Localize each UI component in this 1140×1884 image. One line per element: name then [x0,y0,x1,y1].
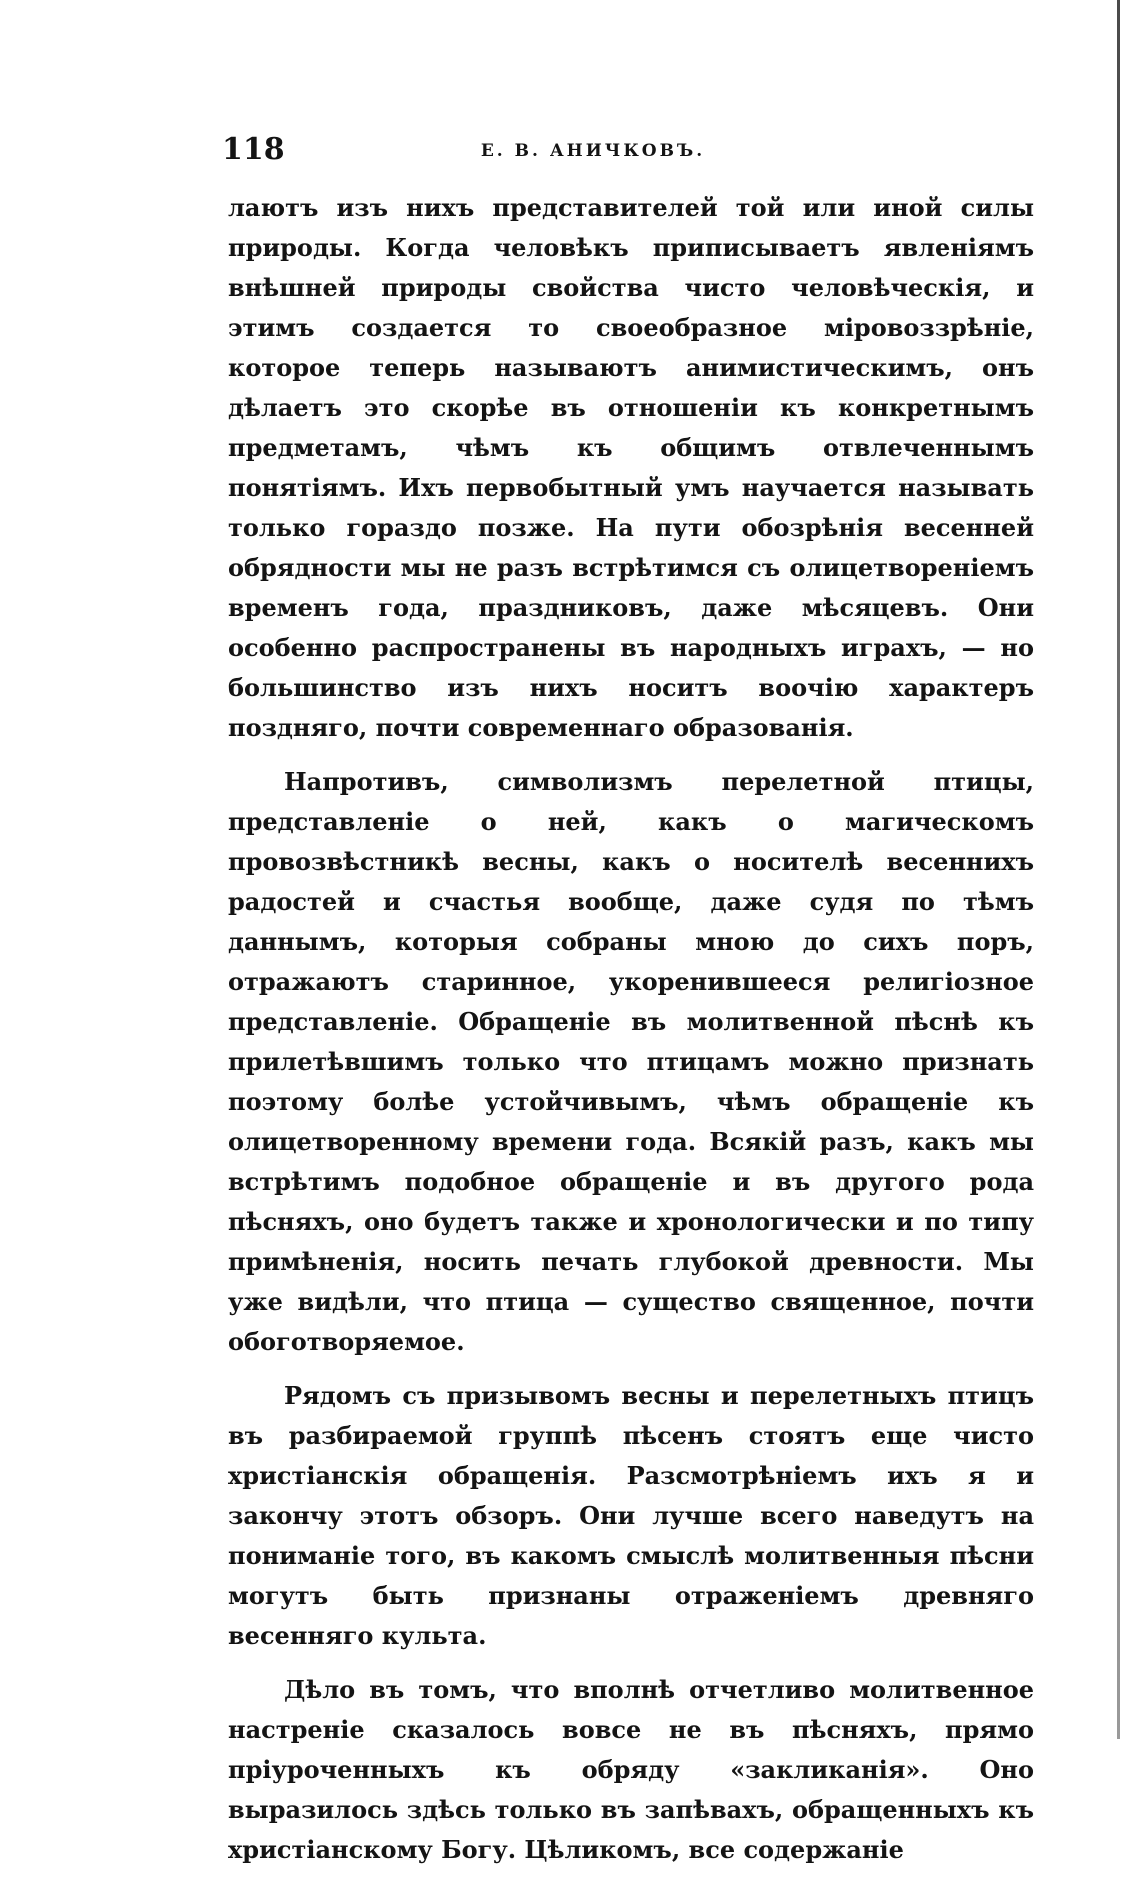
paragraph-1: лаютъ изъ нихъ представителей той или иной силы природы. Когда человѣкъ приписываетъ явленіямъ внѣшней природы свойства чисто человѣческія, и этимъ создается то своеобразное міровоззрѣніе, которое теперь называютъ анимистическимъ, онъ дѣлаетъ это скорѣе въ отношеніи къ конкретнымъ предметамъ, чѣмъ къ общимъ отвлеченнымъ понятіямъ. Ихъ первобытный умъ научается называть только гораздо позже. На пути обозрѣнія весенней обрядности мы не разъ встрѣтимся съ олицетвореніемъ временъ года, праздниковъ, даже мѣсяцевъ. Они особенно распространены въ народныхъ играхъ, — но большинство изъ нихъ носитъ воочію характеръ поздняго, почти современнаго образованія. [228,193,1034,742]
scan-edge-line [1117,0,1120,1739]
page-number: 118 [222,132,285,167]
paragraph-4: Дѣло въ томъ, что вполнѣ отчетливо молитвенное настреніе сказалось вовсе не въ пѣсняхъ, прямо пріуроченныхъ къ обряду «закликанія». Оно выразилось здѣсь только въ запѣвахъ, обращенныхъ къ христіанскому Богу. Цѣликомъ, все содержаніе [228,1675,1034,1864]
running-head [222,130,964,170]
running-head-author: Е. В. АНИЧКОВЪ. [480,141,706,161]
body-text [228,188,1034,1884]
paragraph-2: Напротивъ, символизмъ перелетной птицы, представленіе о ней, какъ о магическомъ провозвѣстникѣ весны, какъ о носителѣ весеннихъ радостей и счастья вообще, даже судя по тѣмъ даннымъ, которыя собраны мною до сихъ поръ, отражаютъ старинное, укоренившееся религіозное представленіе. Обращеніе въ молитвенной пѣснѣ къ прилетѣвшимъ только что птицамъ можно признать поэтому болѣе устойчивымъ, чѣмъ обращеніе къ олицетворенному времени года. Всякій разъ, какъ мы встрѣтимъ подобное обращеніе и въ другого рода пѣсняхъ, оно будетъ также и хронологически и по типу примѣненія, носить печать глубокой древности. Мы уже видѣли, что птица — существо священное, почти обоготворяемое. [228,767,1034,1356]
paragraph-3: Рядомъ съ призывомъ весны и перелетныхъ птицъ въ разбираемой группѣ пѣсенъ стоятъ еще чисто христіанскія обращенія. Разсмотрѣніемъ ихъ я и закончу этотъ обзоръ. Они лучше всего наведутъ на пониманіе того, въ какомъ смыслѣ молитвенныя пѣсни могутъ быть признаны отраженіемъ древняго весенняго культа. [228,1381,1034,1650]
